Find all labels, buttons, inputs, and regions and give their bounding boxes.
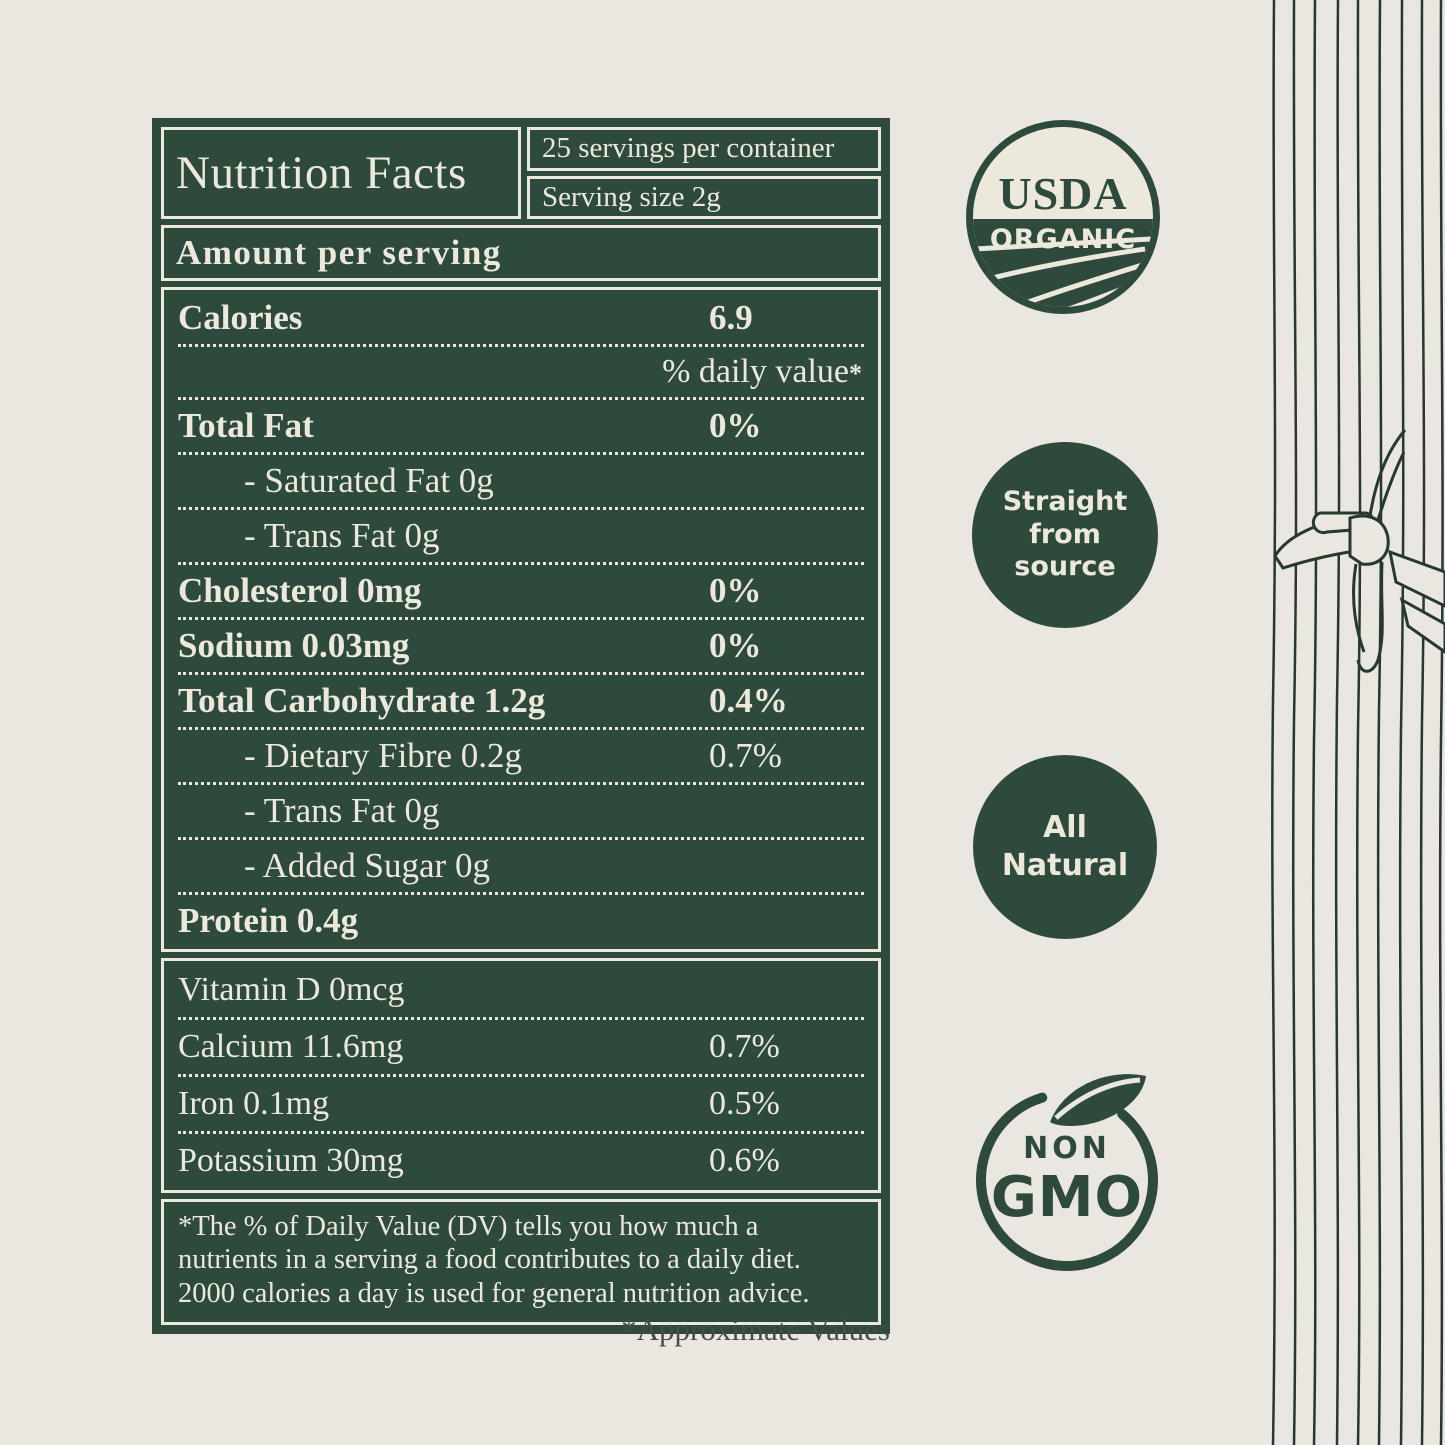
table-row: Sodium 0.03mg 0% <box>178 617 864 672</box>
daily-value-footnote: *The % of Daily Value (DV) tells you how much a nutrients in a serving a food contributes to a daily diet. 2000 calories a day is used for general nutrition advice. <box>161 1199 881 1325</box>
table-row: - Dietary Fibre 0.2g 0.7% <box>178 727 864 782</box>
non-label: NON <box>1023 1131 1111 1166</box>
straight-from-source-badge: Straight from source <box>972 442 1158 628</box>
panel-header <box>161 127 881 219</box>
nutrition-facts-panel <box>152 118 890 1334</box>
table-row: Calcium 11.6mg 0.7% <box>178 1017 864 1074</box>
table-row: - Trans Fat 0g <box>178 782 864 837</box>
table-row: Protein 0.4g <box>178 892 864 947</box>
table-row: Vitamin D 0mcg <box>178 971 405 1008</box>
serving-info <box>527 127 881 219</box>
organic-label-half: ORGANIC <box>973 219 1153 309</box>
table-row: Iron 0.1mg 0.5% <box>178 1074 864 1131</box>
table-row: - Saturated Fat 0g <box>178 452 864 507</box>
table-row: Total Fat 0% <box>178 397 864 452</box>
serving-size: Serving size 2g <box>527 176 881 220</box>
all-natural-badge: All Natural <box>973 755 1157 939</box>
field-furrows-icon <box>973 219 1153 309</box>
usda-organic-badge <box>966 120 1160 314</box>
gmo-label: GMO <box>990 1165 1144 1230</box>
daily-value-header-row: % daily value * <box>178 344 864 397</box>
servings-per-container: 25 servings per container <box>527 127 881 171</box>
table-row: - Added Sugar 0g <box>178 837 864 892</box>
nutrients-table <box>161 287 881 952</box>
table-row: Calories 6.9 <box>178 298 753 337</box>
usda-label: USDA <box>998 168 1128 219</box>
table-row: Potassium 30mg 0.6% <box>178 1131 864 1188</box>
non-gmo-badge <box>962 1068 1172 1288</box>
bamboo-illustration <box>1250 0 1445 1445</box>
panel-title: Nutrition Facts <box>161 127 521 219</box>
amount-per-serving-band: Amount per serving <box>161 225 881 281</box>
table-row: Cholesterol 0mg 0% <box>178 562 864 617</box>
table-row: Total Carbohydrate 1.2g 0.4% <box>178 672 864 727</box>
table-row: - Trans Fat 0g <box>178 507 864 562</box>
micronutrients-table <box>161 958 881 1193</box>
approximate-values-note: *Approximate Values <box>621 1312 890 1347</box>
